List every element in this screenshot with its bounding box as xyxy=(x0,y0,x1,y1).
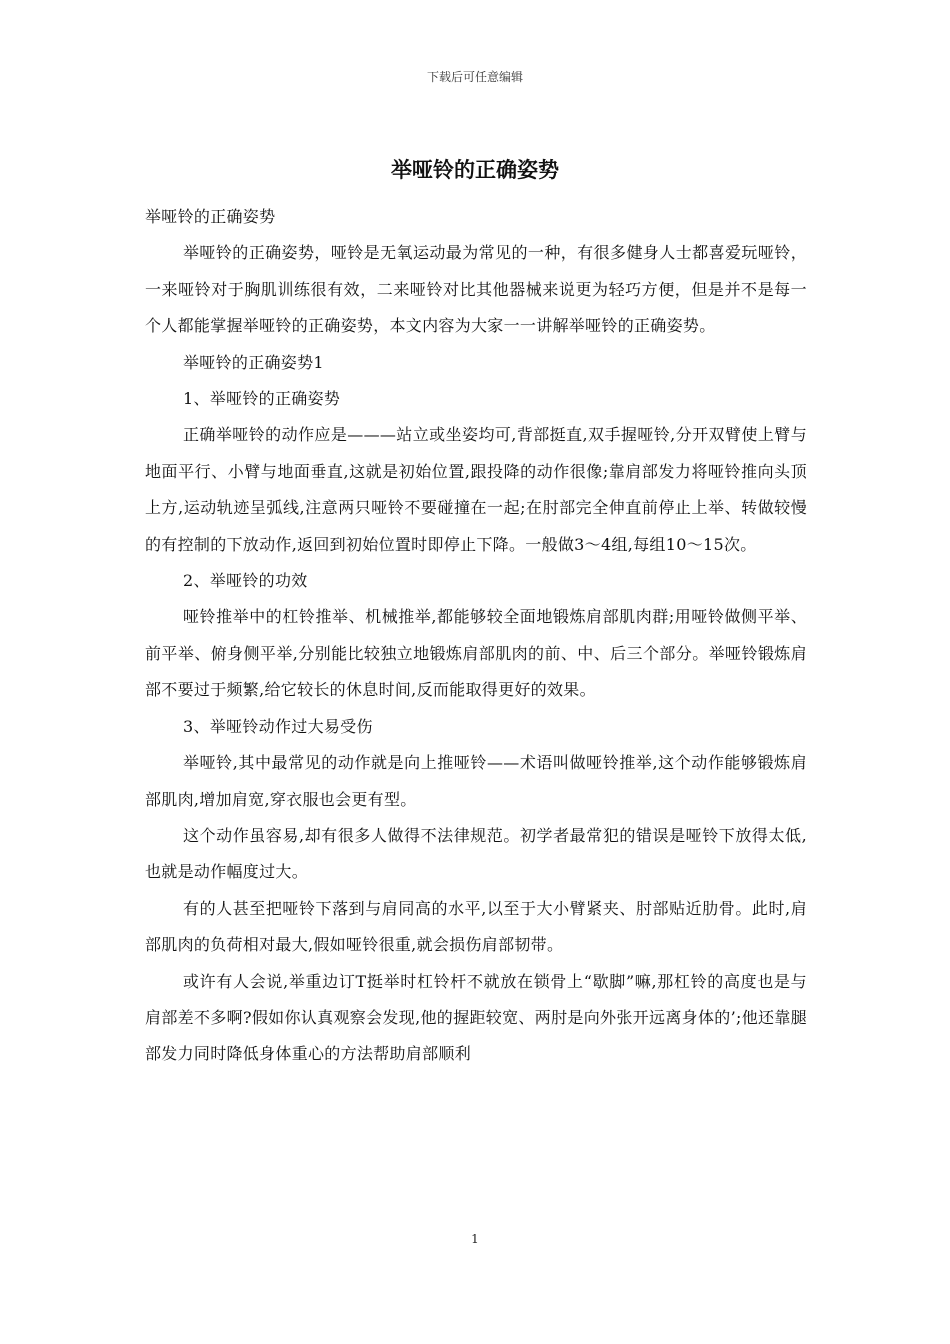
paragraph: 正确举哑铃的动作应是———站立或坐姿均可,背部挺直,双手握哑铃,分开双臂使上臂与地面平行、小臂与地面垂直,这就是初始位置,跟投降的动作很像;靠肩部发力将哑铃推向头顶上方,运动轨迹呈弧线,注意两只哑铃不要碰撞在一起;在肘部完全伸直前停止上举、转做较慢的有控制的下放动作,返回到初始位置时即停止下降。一般做3～4组,每组10～15次。 xyxy=(145,425,807,554)
document-body xyxy=(145,199,807,1073)
page-number: 1 xyxy=(471,1232,479,1246)
header-note: 下载后可任意编辑 xyxy=(426,70,523,84)
paragraph: 或许有人会说,举重边订T挺举时杠铃杆不就放在锁骨上“歇脚”嘛,那杠铃的高度也是与肩部差不多啊?假如你认真观察会发现,他的握距较宽、两肘是向外张开远离身体的’;他还靠腿部发力同时降低身体重心的方法帮助肩部顺利 xyxy=(145,971,807,1064)
section-heading: 举哑铃的正确姿势1 xyxy=(183,352,324,372)
subsection-heading: 3、举哑铃动作过大易受伤 xyxy=(183,716,373,736)
document-title: 举哑铃的正确姿势 xyxy=(391,157,559,182)
paragraph: 有的人甚至把哑铃下落到与肩同高的水平,以至于大小臂紧夹、肘部贴近肋骨。此时,肩部肌肉的负荷相对最大,假如哑铃很重,就会损伤肩部韧带。 xyxy=(145,898,807,955)
subsection-heading: 2、举哑铃的功效 xyxy=(183,571,308,591)
paragraph: 举哑铃的正确姿势 xyxy=(145,207,276,226)
paragraph: 举哑铃的正确姿势，哑铃是无氧运动最为常见的一种，有很多健身人士都喜爱玩哑铃，一来哑铃对于胸肌训练很有效，二来哑铃对比其他器械来说更为轻巧方便，但是并不是每一个人都能掌握举哑铃的正确姿势，本文内容为大家一一讲解举哑铃的正确姿势。 xyxy=(145,243,807,336)
subsection-heading: 1、举哑铃的正确姿势 xyxy=(183,389,341,409)
paragraph: 这个动作虽容易,却有很多人做得不法律规范。初学者最常犯的错误是哑铃下放得太低,也就是动作幅度过大。 xyxy=(145,825,807,882)
paragraph: 举哑铃,其中最常见的动作就是向上推哑铃——术语叫做哑铃推举,这个动作能够锻炼肩部肌肉,增加肩宽,穿衣服也会更有型。 xyxy=(145,753,807,809)
paragraph: 哑铃推举中的杠铃推举、机械推举,都能够较全面地锻炼肩部肌肉群;用哑铃做侧平举、前平举、俯身侧平举,分别能比较独立地锻炼肩部肌肉的前、中、后三个部分。举哑铃锻炼肩部不要过于频繁,给它较长的休息时间,反而能取得更好的效果。 xyxy=(145,607,807,700)
